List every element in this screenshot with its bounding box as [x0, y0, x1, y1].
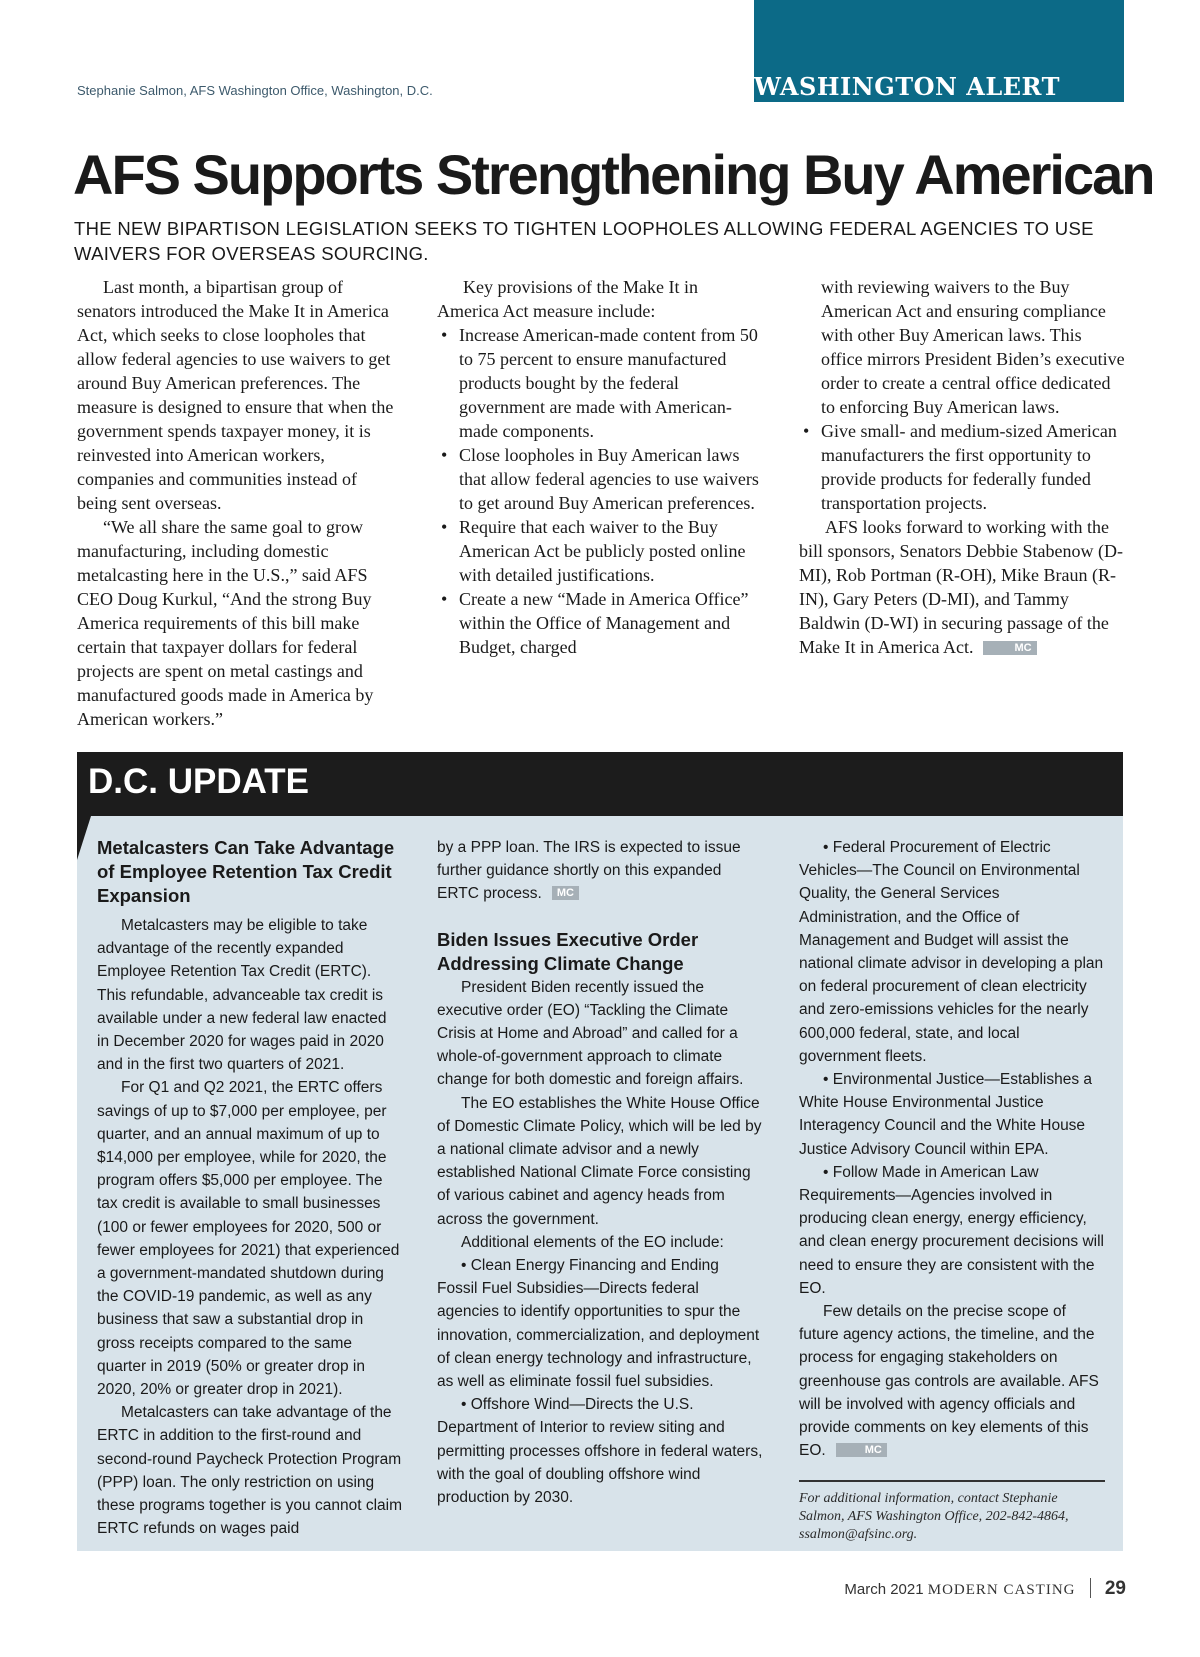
news-paragraph: The EO establishes the White House Office of Domestic Climate Policy, which will be led by a national climate advisor and a newly established National Climate Force consisting of various cabinet and agency heads from across the government.	[437, 1094, 762, 1228]
news-bullet: • Clean Energy Financing and Ending Fossil Fuel Subsidies—Directs federal agencies to identify opportunities to spur the innovation, commercialization, and deployment of clean energy technology and infrastructure, as well as eliminate fossil fuel subsidies.	[437, 1257, 760, 1391]
article-paragraph: Key provisions of the Make It in America Act measure include:	[437, 277, 698, 321]
list-item: • Close loopholes in Buy American laws that allow federal agencies to use waivers to get around Buy American preferences.	[437, 443, 763, 515]
news-paragraph: Additional elements of the EO include:	[461, 1233, 724, 1251]
news-paragraph	[799, 1300, 1105, 1462]
news-bullet: • Federal Procurement of Electric Vehicles—The Council on Environmental Quality, the General Services Administration, and the Office of Management and Budget will assist the national climate advisor in developing a plan on federal procurement of clean electricity and zero-emissions vehicles for the nearly 600,000 federal, state, and local government fleets.	[799, 839, 1104, 1065]
dc-column-1	[97, 836, 402, 1540]
news-bullet: • Follow Made in American Law Requirements—Agencies involved in producing clean energy, energy efficiency, and clean energy procurement decisions will need to ensure they are consistent with the EO.	[799, 1163, 1104, 1297]
news-paragraph	[437, 836, 763, 906]
contact-footnote: For additional information, contact Stephanie Salmon, AFS Washington Office, 202-842-4864, ssalmon@afsinc.org.	[799, 1491, 1069, 1543]
news-bullet: • Offshore Wind—Directs the U.S. Department of Interior to review siting and permitting processes offshore in federal waters, with the goal of doubling offshore wind production by 2030.	[437, 1396, 763, 1507]
byline: Stephanie Salmon, AFS Washington Office, Washington, D.C.	[77, 83, 433, 98]
article-paragraph: with reviewing waivers to the Buy American Act and ensuring compliance with other Buy American laws. This office mirrors President Biden’s executive order to create a central office dedicated to enforcing Buy American laws.	[821, 277, 1125, 417]
news-heading: Biden Issues Executive Order Addressing Climate Change	[437, 928, 699, 974]
news-paragraph: Metalcasters may be eligible to take advantage of the recently expanded Employee Retention Tax Credit (ERTC). This refundable, advanceable tax credit is available under a new federal law enacted in December 2020 for wages paid in 2020 and in the first two quarters of 2021.	[97, 917, 387, 1074]
news-paragraph: President Biden recently issued the executive order (EO) “Tackling the Climate Crisis at Home and Abroad” and called for a whole-of-government approach to climate change for both domestic and foreign affairs.	[437, 978, 744, 1089]
provisions-list	[437, 323, 763, 659]
dc-column-2	[437, 836, 763, 1509]
closing-text: Few details on the precise scope of future agency actions, the timeline, and the process for engaging stakeholders on greenhouse gas controls are available. AFS will be involved with agency officials and provide comments on key elements of this EO.	[799, 1303, 1099, 1460]
article-column-3	[799, 275, 1125, 659]
page-footer	[844, 1578, 1126, 1600]
magazine-name: MODERN CASTING	[927, 1582, 1076, 1598]
footnote-divider	[799, 1480, 1105, 1544]
end-mark-logo: MC	[983, 641, 1036, 655]
article-deck: THE NEW BIPARTISON LEGISLATION SEEKS TO TIGHTEN LOOPHOLES ALLOWING FEDERAL AGENCIES TO USE WAIVERS FOR OVERSEAS SOURCING.	[74, 218, 1094, 264]
section-label: WASHINGTON ALERT	[754, 72, 1060, 101]
news-paragraph: For Q1 and Q2 2021, the ERTC offers savings of up to $7,000 per employee, per quarter, and an annual maximum of up to $14,000 per employee, while for 2020, the program offers $5,000 per employee. The tax credit is available to small businesses (100 or fewer employees for 2020, 500 or fewer employees for 2021) that experienced a government-mandated shutdown during the COVID-19 pandemic, as well as any business that saw a substantial drop in gross receipts compared to the same quarter in 2019 (50% or greater drop in 2020, 20% or greater drop in 2021).	[97, 1079, 400, 1399]
article-column-2	[437, 275, 763, 659]
list-item: • Increase American-made content from 50 to 75 percent to ensure manufactured products bought by the federal government are made with American-made components.	[437, 323, 763, 443]
footer-divider	[1090, 1578, 1091, 1598]
news-heading: Metalcasters Can Take Advantage of Employee Retention Tax Credit Expansion	[97, 837, 395, 906]
dc-update-title: D.C. UPDATE	[88, 762, 310, 801]
list-item: • Require that each waiver to the Buy American Act be publicly posted online with detailed justifications.	[437, 515, 763, 587]
closing-text: AFS looks forward to working with the bill sponsors, Senators Debbie Stabenow (D-MI), Rob Portman (R-OH), Mike Braun (R-IN), Gary Peters (D-MI), and Tammy Baldwin (D-WI) in securing passage of the Make It in America Act.	[799, 517, 1123, 657]
end-mark-logo: MC	[836, 1443, 887, 1457]
provisions-list-cont	[799, 419, 1125, 515]
end-mark-logo: MC	[552, 886, 579, 900]
article-paragraph: Last month, a bipartisan group of senators introduced the Make It in America Act, which seeks to close loopholes that allow federal agencies to use waivers to get around Buy American preferences. The measure is designed to ensure that when the government spends taxpayer money, it is reinvested into American workers, companies and communities instead of being sent overseas.	[77, 277, 394, 513]
article-paragraph	[799, 515, 1125, 659]
issue-date: March 2021	[844, 1581, 924, 1598]
banner-accent	[77, 816, 91, 860]
news-paragraph: Metalcasters can take advantage of the ERTC in addition to the first-round and second-round Paycheck Protection Program (PPP) loan. The only restriction on using these programs together is you cannot claim ERTC refunds on wages paid	[97, 1404, 402, 1538]
list-item: • Create a new “Made in America Office” within the Office of Management and Budget, charged	[437, 587, 763, 659]
article-paragraph: “We all share the same goal to grow manufacturing, including domestic metalcasting here in the U.S.,” said AFS CEO Doug Kurkul, “And the strong Buy America requirements of this bill make certain that taxpayer dollars for federal projects are spent on metal castings and manufactured goods made in America by American workers.”	[77, 517, 374, 729]
list-item: • Give small- and medium-sized American manufacturers the first opportunity to provide products for federally funded transportation projects.	[799, 419, 1125, 515]
page-number: 29	[1104, 1578, 1126, 1599]
continued-text: by a PPP loan. The IRS is expected to issue further guidance shortly on this expanded ERTC process.	[437, 839, 741, 903]
article-headline: AFS Supports Strengthening Buy American	[73, 143, 1154, 206]
dc-column-3	[799, 836, 1105, 1544]
news-bullet: • Environmental Justice—Establishes a White House Environmental Justice Interagency Council and the White House Justice Advisory Council within EPA.	[799, 1071, 1093, 1158]
article-column-1	[77, 275, 401, 731]
